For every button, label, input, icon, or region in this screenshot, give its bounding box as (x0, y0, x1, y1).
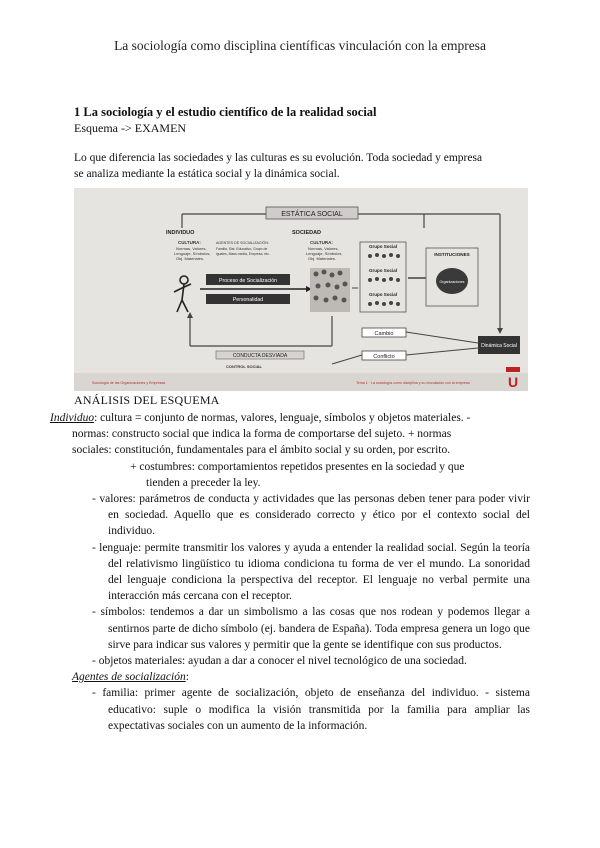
cultura-label-1: CULTURA: (178, 240, 201, 245)
grupo-social-label: Grupo Social (368, 292, 398, 297)
analysis-body (50, 410, 530, 734)
agentes-item: Familia, Sist. Educativo, Grupo de (216, 247, 268, 251)
costumbres-line-2: tienden a preceder la ley. (146, 476, 261, 489)
agentes-item: iguales, Mass media, Empresa, etc. (216, 252, 270, 256)
costumbres-line-1: + costumbres: comportamientos repetidos presentes en la sociedad y que (130, 460, 465, 473)
page-header: La sociología como disciplina científicas vinculación con la empresa (114, 38, 486, 53)
estatica-label: ESTÁTICA SOCIAL (281, 211, 343, 218)
footer-right: Tema 1 · La sociología como disciplina y su vinculación con la empresa (356, 381, 470, 385)
section-subtitle: Esquema -> EXAMEN (74, 121, 187, 135)
cultura-item: Obj. Materiales. (176, 256, 205, 261)
personalidad-label: Personalidad (232, 297, 264, 303)
logo-letter: U (507, 374, 519, 390)
conducta-label: CONDUCTA DESVIADA (232, 353, 288, 359)
simbolos-item: - símbolos: tendemos a dar un simbolismo a las cosas que nos rodean y podemos llegar a sentirnos parte de dicho símbolo (ej. bandera de España). Toda empresa genera un logo que sirve para indicar sus valores y permitir que la gente se identifique con sus productos. (92, 606, 530, 651)
cultura-item: Lenguaje, Símbolos, (306, 251, 343, 256)
cultura-item: Normas, Valores, (176, 246, 207, 251)
proceso-label: Proceso de Socialización (219, 278, 277, 284)
intro-line-1: Lo que diferencia las sociedades y las culturas es su evolución. Toda sociedad y empresa (74, 152, 483, 164)
individuo-label: INDIVIDUO (166, 230, 195, 236)
agentes-label: AGENTES DE SOCIALIZACIÓN: (216, 241, 269, 245)
grupo-social-label: Grupo Social (368, 244, 398, 249)
intro-line-2: se analiza mediante la estática social y la dinámica social. (74, 168, 340, 180)
normas-line-1: normas: constructo social que indica la forma de comportarse del sujeto. + normas (72, 428, 452, 441)
individuo-text: : cultura = conjunto de normas, valores, lenguaje, símbolos y objetos materiales. - (94, 412, 471, 424)
cultura-item: Normas, Valores, (308, 246, 339, 251)
sociedad-label: SOCIEDAD (292, 230, 322, 236)
analysis-title: ANÁLISIS DEL ESQUEMA (74, 393, 220, 407)
conflicto-label: Conflicto (373, 354, 395, 360)
control-label: CONTROL SOCIAL (226, 364, 262, 369)
agentes-label: Agentes de socialización (72, 671, 186, 684)
instituciones-label: INSTITUCIONES (434, 252, 470, 257)
footer-left: Sociología de las Organizaciones y Empresas (92, 381, 166, 385)
individuo-paragraph (50, 410, 530, 426)
dinamica-label: Dinámica Social (481, 343, 517, 349)
diagram-svg (74, 188, 528, 391)
organizaciones-label: Organizaciones (439, 280, 465, 284)
grupo-social-label: Grupo Social (368, 268, 398, 273)
society-crowd-icon (310, 268, 350, 312)
university-logo-icon (506, 367, 520, 390)
agentes-colon: : (185, 671, 189, 684)
agentes-heading (50, 669, 530, 685)
individuo-label: Individuo (50, 412, 95, 424)
valores-item: - valores: parámetros de conducta y actividades que las personas deben tener para poder vivir en sociedad. Aquello que es considerado correcto y ético por el contexto social del individuo. (92, 493, 530, 538)
cultura-item: Lenguaje, Símbolos, (174, 251, 211, 256)
intro-paragraph (74, 150, 526, 182)
normas-line-2: sociales: constitución, fundamentales para el ámbito social y su orden, por escrito. (72, 444, 451, 457)
socialization-diagram (74, 188, 528, 391)
cultura-item: Obj. Materiales. (308, 256, 337, 261)
section-title: 1 La sociología y el estudio científico de la realidad social (74, 105, 377, 119)
objetos-item: - objetos materiales: ayudan a dar a conocer el nivel tecnológico de una sociedad. (92, 655, 467, 668)
familia-item: - familia: primer agente de socialización, objeto de enseñanza del individuo. - sistema educativo: suple o modifica la visión transmitida por la familia para ampliar las expectativas sociales con un aumento de la información. (92, 687, 530, 732)
lenguaje-item: - lenguaje: permite transmitir los valores y ayuda a entender la realidad social. Según la teoría del relativismo lingüístico tu idioma condiciona tu forma de ver el mundo. La sonoridad del lenguaje condiciona la perspectiva del receptor. El lenguaje no verbal permite una interacción más cercana con el receptor. (92, 541, 530, 603)
cambio-label: Cambio (374, 331, 394, 337)
cultura-label-2: CULTURA: (310, 240, 333, 245)
